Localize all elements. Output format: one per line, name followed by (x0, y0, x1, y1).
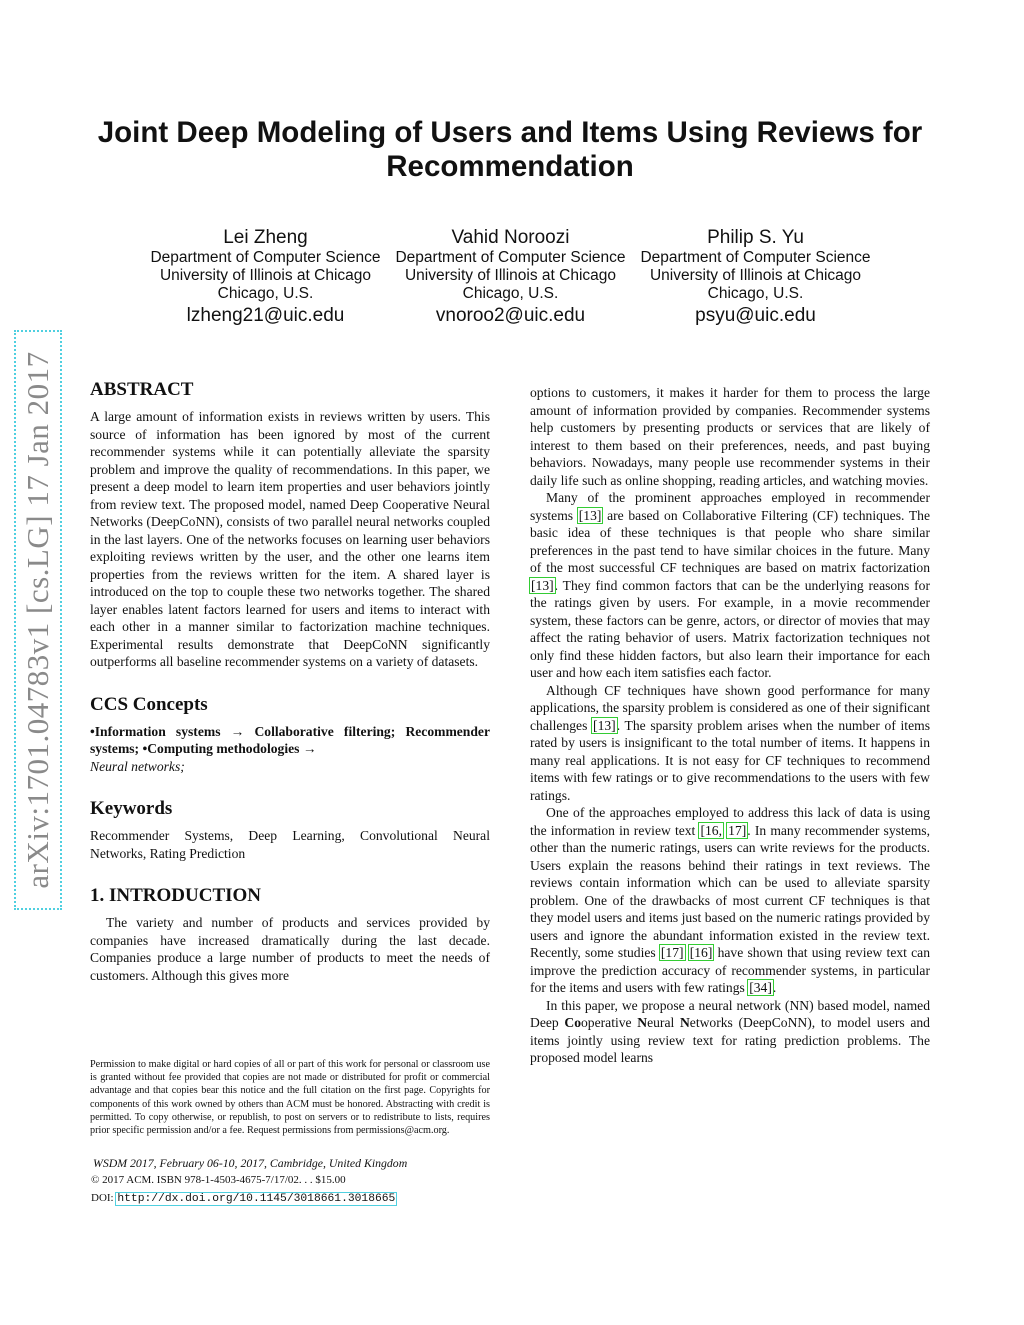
keywords-text: Recommender Systems, Deep Learning, Convolutional Neural Networks, Rating Prediction (90, 828, 490, 861)
intro-paragraph-continued: options to customers, it makes it harder for them to process the large amount of information provided by companies. Recommender systems help customers by presenting products or services that are likely of interest to them based on their preferences, needs, and past buying behaviors. Nowadays, many people use recommender systems in their daily life such as online shopping, reading articles, and watching movies. (530, 385, 930, 488)
citation-link[interactable]: [34] (749, 980, 772, 995)
intro-paragraph: The variety and number of products and services provided by companies have increased dramatically during the last decade. Companies produce a large number of products to meet the needs of customers. Although this gives more (90, 915, 490, 983)
intro-paragraph (530, 804, 930, 997)
author-department: Department of Computer Science (150, 249, 381, 266)
intro-paragraph (530, 997, 930, 1067)
author-email: lzheng21@uic.edu (186, 305, 345, 326)
ccs-bold: •Information systems → Collaborative filtering; Recommender systems; •Computing methodologies → (90, 723, 490, 756)
introduction-heading: 1. INTRODUCTION (90, 885, 262, 906)
author-name: Lei Zheng (223, 227, 308, 248)
author-location: Chicago, U.S. (217, 285, 314, 302)
arxiv-identifier-stamp (14, 330, 62, 910)
citation-link[interactable]: [16] (689, 945, 713, 960)
keywords-heading: Keywords (90, 798, 173, 819)
right-column (530, 384, 930, 1067)
text-span: etworks (DeepCoNN), to model users and items jointly using review text for rating prediction problems. The proposed model learns (530, 1015, 930, 1065)
bold-letters: N (679, 1015, 690, 1030)
author-university: University of Illinois at Chicago (159, 267, 372, 284)
author-block (388, 227, 633, 327)
ccs-concepts (90, 723, 490, 776)
ccs-heading: CCS Concepts (90, 693, 208, 715)
doi-label: DOI: (91, 1192, 117, 1204)
abstract-heading: ABSTRACT (90, 379, 194, 400)
author-location: Chicago, U.S. (707, 285, 804, 302)
citation-link[interactable]: [13] (578, 507, 602, 523)
arxiv-id-text: arXiv:1701.04783v1 [cs.LG] 17 Jan 2017 (20, 351, 55, 889)
text-span: One of the approaches employed to address this lack of data is using the information in review text (530, 805, 930, 838)
doi-link[interactable]: http://dx.doi.org/10.1145/3018661.3018665 (117, 1193, 396, 1205)
citation-link[interactable]: [16, (700, 822, 723, 838)
author-block (143, 227, 388, 327)
venue-line: WSDM 2017, February 06-10, 2017, Cambridge, United Kingdom (93, 1156, 408, 1170)
bold-letters: N (637, 1015, 648, 1030)
author-location: Chicago, U.S. (462, 285, 559, 302)
copyright-line: © 2017 ACM. ISBN 978-1-4503-4675-7/17/02. . . $15.00 (91, 1174, 346, 1186)
bold-letters: Co (564, 1015, 581, 1030)
author-department: Department of Computer Science (640, 249, 871, 266)
author-university: University of Illinois at Chicago (649, 267, 862, 284)
text-span: . They find common factors that can be the underlying reasons for the ratings given by users. For example, in a movie recommender system, these factors can be genre, actors, or director of movies that may affect the rating behavior of users. Matrix factorization techniques not only find these hidden factors, but also learn their importance for each user and how each item satisfies each factor. (530, 577, 930, 680)
permission-notice: Permission to make digital or hard copies of all or part of this work for personal or classroom use is granted without fee provided that copies are not made or distributed for profit or commercial advantage and that copies bear this notice and the full citation on the first page. Copyrights for components of this work owned by others than ACM must be honored. Abstracting with credit is permitted. To copy otherwise, or republish, to post on servers or to redistribute to lists, requires prior specific permission and/or a fee. Request permissions from permissions@acm.org. (90, 1059, 490, 1137)
text-span: Although CF techniques have shown good performance for many applications, the sparsity problem is considered as one of their significant challenges (530, 682, 930, 733)
text-span: are based on Collaborative Filtering (CF) techniques. The basic idea of these techniques is that people who share similar preferences in the past tend to have similar choices in the future. Many of the most successful CF techniques are based on matrix factorization (530, 507, 930, 575)
citation-link[interactable]: [13] (531, 577, 554, 593)
text-span: In this paper, we propose a neural network (NN) based model, named Deep (530, 997, 930, 1030)
abstract-text: A large amount of information exists in reviews written by users. This source of information has been ignored by most of the current recommender systems while it can potentially alleviate the sparsity problem and improve the quality of recommendations. In this paper, we present a deep model to learn item properties and user behaviors jointly from review text. The proposed model, named Deep Cooperative Neural Networks (DeepCoNN), consists of two parallel neural networks coupled in the last layers. One of the networks focuses on learning user behaviors exploiting reviews written by the user, and the other one learns item properties from the reviews written for the item. A shared layer is introduced on the top to couple these two networks together. The shared layer enables latent factors learned for users and items to interact with each other in a manner similar to factorization machine techniques. Experimental results demonstrate that DeepCoNN significantly outperforms all baseline recommender systems on a variety of datasets. (90, 409, 490, 669)
text-span: . The sparsity problem arises when the number of items rated by users is insignificant to the total number of items. It happens in many real applications. It is not easy for CF techniques to recommend items with few ratings or to give recommendations to the users with few ratings. (530, 717, 930, 803)
ccs-italic: Neural networks; (90, 758, 185, 774)
text-span: Many of the prominent approaches employed in recommender systems (530, 490, 930, 523)
intro-paragraph (530, 682, 930, 805)
author-university: University of Illinois at Chicago (404, 267, 617, 284)
intro-paragraph (530, 489, 930, 682)
citation-link[interactable]: [17] (660, 945, 684, 960)
author-email: vnoroo2@uic.edu (435, 305, 586, 326)
author-name: Philip S. Yu (707, 227, 804, 248)
author-department: Department of Computer Science (395, 249, 626, 266)
text-span: have shown that using review text can improve the prediction accuracy of recommender systems, in particular for the items and users with few ratings (530, 945, 930, 995)
text-span: operative (581, 1015, 638, 1030)
citation-link[interactable]: 17] (728, 822, 747, 838)
author-email: psyu@uic.edu (695, 305, 816, 326)
left-column (90, 378, 490, 984)
text-span: . In many recommender systems, other than the numeric ratings, users can write reviews for the products. Users explain the reasons behind their ratings in text reviews. The reviews contain information which can be used to alleviate sparsity problem. One of the drawbacks of most current CF techniques is that they model users and items just based on the numeric ratings provided by users and ignore the abundant information existed in the review text. Recently, some studies (530, 822, 930, 960)
author-block (633, 227, 878, 327)
text-span: eural (647, 1015, 680, 1030)
text-span: . (772, 980, 777, 995)
doi-line (91, 1191, 491, 1207)
citation-link[interactable]: [13] (593, 717, 616, 733)
author-name: Vahid Noroozi (451, 227, 570, 248)
paper-title: Joint Deep Modeling of Users and Items Using Reviews for Recommendation (97, 116, 923, 183)
